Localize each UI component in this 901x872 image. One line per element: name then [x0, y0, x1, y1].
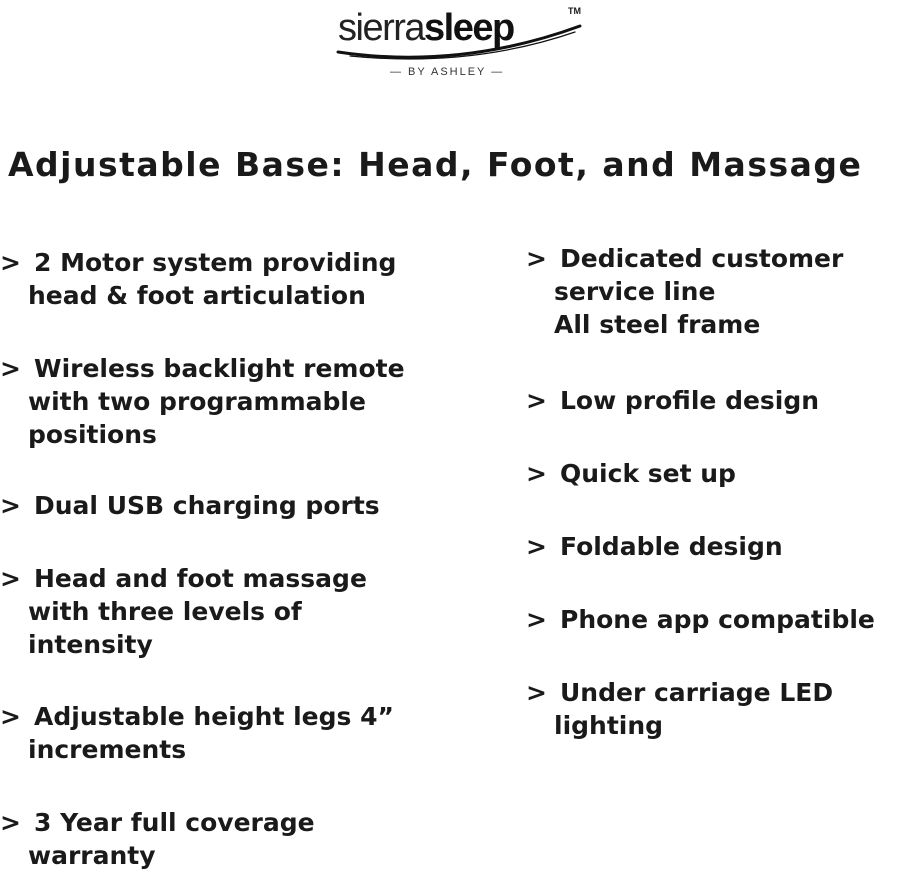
page-headline: Adjustable Base: Head, Foot, and Massage [8, 145, 863, 184]
bullet-marker: > [526, 244, 547, 273]
right-feature-item [526, 457, 736, 490]
logo-wordmark [338, 2, 514, 53]
feature-text: Phone app compatible [560, 605, 875, 634]
feature-text: intensity [28, 630, 153, 659]
left-feature-item [0, 352, 405, 451]
left-feature-item [0, 700, 394, 766]
feature-text: with two programmable [28, 387, 366, 416]
left-feature-item [0, 489, 380, 522]
feature-text: positions [28, 420, 157, 449]
feature-text: Quick set up [560, 459, 736, 488]
feature-line [526, 457, 736, 490]
bullet-marker: > [0, 248, 21, 277]
feature-text: increments [28, 735, 187, 764]
logo-wordmark-light: sierra [338, 7, 425, 49]
feature-line [526, 384, 819, 417]
feature-line [28, 628, 367, 661]
bullet-marker: > [0, 491, 21, 520]
feature-line [28, 385, 405, 418]
brand-logo [330, 0, 590, 90]
logo-byline: — BY ASHLEY — [390, 66, 505, 78]
feature-line [28, 418, 405, 451]
feature-text: Foldable design [560, 532, 783, 561]
feature-line [526, 603, 875, 636]
feature-text: head & foot articulation [28, 281, 366, 310]
feature-text: service line [554, 277, 716, 306]
feature-line [554, 709, 833, 742]
feature-line [0, 806, 315, 839]
bullet-marker: > [526, 532, 547, 561]
feature-text: Dual USB charging ports [34, 491, 380, 520]
feature-text: Dedicated customer [560, 244, 844, 273]
feature-line [0, 700, 394, 733]
feature-line [0, 246, 396, 279]
feature-line [554, 308, 843, 341]
feature-line [526, 530, 783, 563]
feature-line [28, 733, 394, 766]
feature-line [28, 839, 315, 872]
feature-text: Wireless backlight remote [34, 354, 405, 383]
bullet-marker: > [0, 702, 21, 731]
feature-text: warranty [28, 841, 156, 870]
feature-text: lighting [554, 711, 664, 740]
bullet-marker: > [0, 354, 21, 383]
logo-wordmark-bold: sleep [424, 7, 514, 49]
feature-line [0, 352, 405, 385]
logo-trademark: TM [568, 6, 581, 16]
feature-line [28, 595, 367, 628]
feature-line [28, 279, 396, 312]
feature-text: Adjustable height legs 4” [34, 702, 394, 731]
feature-line [0, 562, 367, 595]
feature-text: 2 Motor system providing [34, 248, 397, 277]
left-feature-item [0, 806, 315, 872]
bullet-marker: > [0, 808, 21, 837]
feature-line [0, 489, 380, 522]
bullet-marker: > [526, 386, 547, 415]
feature-line [526, 676, 833, 709]
feature-text: Under carriage LED [560, 678, 834, 707]
right-feature-item [526, 603, 875, 636]
left-feature-item [0, 562, 367, 661]
bullet-marker: > [526, 605, 547, 634]
feature-text: Low profile design [560, 386, 820, 415]
feature-text: with three levels of [28, 597, 302, 626]
feature-text: 3 Year full coverage [34, 808, 315, 837]
left-feature-item [0, 246, 397, 312]
right-feature-item [526, 676, 834, 742]
bullet-marker: > [0, 564, 21, 593]
bullet-marker: > [526, 459, 547, 488]
feature-text: All steel frame [554, 310, 761, 339]
right-feature-item [526, 242, 844, 341]
right-feature-item [526, 530, 783, 563]
bullet-marker: > [526, 678, 547, 707]
feature-text: Head and foot massage [34, 564, 367, 593]
right-feature-item [526, 384, 820, 417]
feature-line [526, 242, 843, 275]
feature-line [554, 275, 843, 308]
